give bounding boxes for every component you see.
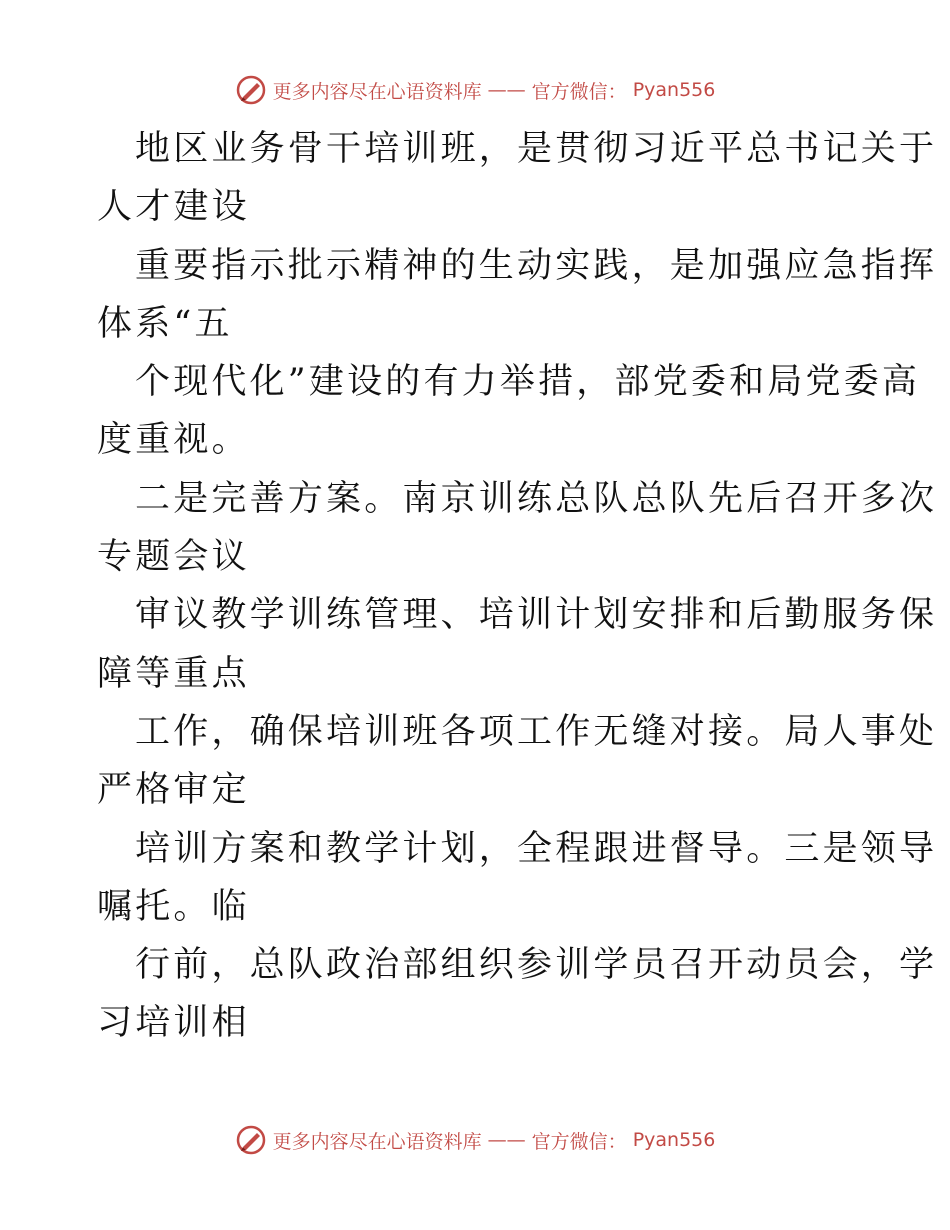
- watermark-wechat-label: 官方微信：: [531, 80, 627, 103]
- body-line: 严格审定: [97, 770, 250, 811]
- watermark-handle: Pyan556: [632, 79, 716, 101]
- watermark-site-text: 更多内容尽在心语资料库: [272, 80, 482, 103]
- watermark-site-text: 更多内容尽在心语资料库: [272, 1130, 482, 1153]
- watermark-handle: Pyan556: [632, 1129, 716, 1151]
- body-line: 工作，确保培训班各项工作无缝对接。局人事处: [135, 711, 938, 752]
- document-body: [97, 120, 938, 1053]
- body-line: 重要指示批示精神的生动实践，是加强应急指挥: [135, 245, 938, 286]
- body-line: 体系“五: [97, 303, 233, 344]
- body-line: 行前，总队政治部组织参训学员召开动员会，学: [135, 945, 938, 986]
- pen-logo-icon: [235, 74, 267, 106]
- watermark-wechat-label: 官方微信：: [531, 1130, 627, 1153]
- watermark-separator: ——: [487, 1129, 526, 1151]
- body-line: 个现代化”建设的有力举措，部党委和局党委高: [135, 362, 921, 403]
- body-line: 习培训相: [97, 1003, 250, 1044]
- pen-logo-icon: [235, 1124, 267, 1156]
- body-line: 审议教学训练管理、培训计划安排和后勤服务保: [135, 595, 938, 636]
- body-line: 地区业务骨干培训班，是贯彻习近平总书记关于: [135, 129, 938, 169]
- body-line: 专题会议: [97, 537, 250, 578]
- body-line: 培训方案和教学计划，全程跟进督导。三是领导: [135, 828, 938, 869]
- body-line: 度重视。: [97, 420, 250, 461]
- body-line: 二是完善方案。南京训练总队总队先后召开多次: [135, 478, 938, 519]
- body-line: 嘱托。临: [97, 886, 250, 927]
- body-line: 人才建设: [97, 187, 250, 228]
- header-watermark: [0, 74, 950, 106]
- footer-watermark: [0, 1124, 950, 1156]
- body-line: 障等重点: [97, 653, 250, 694]
- watermark-separator: ——: [487, 79, 526, 101]
